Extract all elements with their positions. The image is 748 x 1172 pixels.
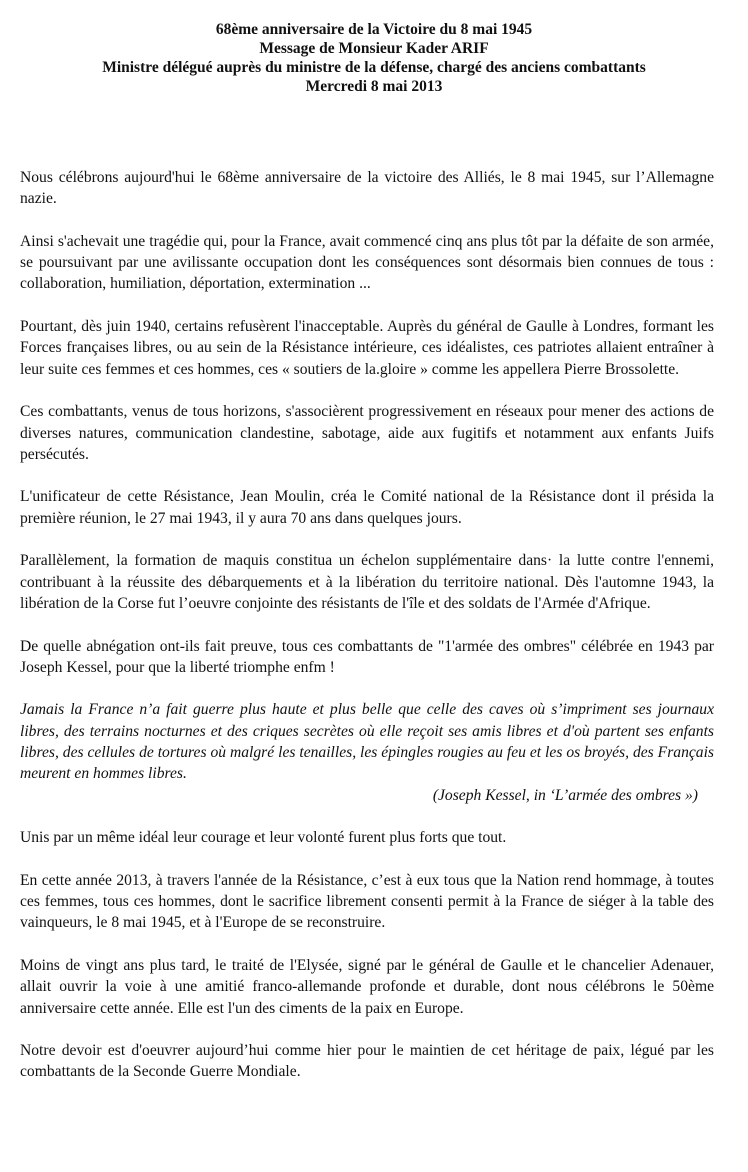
paragraph: Nous célébrons aujourd'hui le 68ème anniversaire de la victoire des Alliés, le 8 mai 1945, sur l’Allemagne nazie.	[20, 169, 714, 208]
document-header	[20, 20, 728, 96]
paragraph: En cette année 2013, à travers l'année de la Résistance, c’est à eux tous que la Nation rend hommage, à toutes ces femmes, tous ces hommes, dont le sacrifice librement consenti permit à la France de siéger à la table des vainqueurs, le 8 mai 1945, et à l'Europe de se reconstruire.	[20, 871, 714, 932]
header-author-role: Ministre délégué auprès du ministre de la défense, chargé des anciens combattants	[102, 59, 646, 76]
header-message-author: Message de Monsieur Kader ARIF	[259, 40, 489, 57]
header-date: Mercredi 8 mai 2013	[305, 78, 443, 95]
paragraph: L'unificateur de cette Résistance, Jean Moulin, créa le Comité national de la Résistance dont il présida la première réunion, le 27 mai 1943, il y aura 70 ans dans quelques jours.	[20, 488, 714, 527]
paragraph: Unis par un même idéal leur courage et leur volonté furent plus forts que tout.	[20, 829, 507, 847]
paragraph: Ainsi s'achevait une tragédie qui, pour la France, avait commencé cinq ans plus tôt par la défaite de son armée, se poursuivant par une avilissante occupation dont les conséquences sont désormais bien connues de tous : collaboration, humiliation, déportation, extermination ...	[20, 232, 714, 293]
paragraph: Pourtant, dès juin 1940, certains refusèrent l'inacceptable. Auprès du général de Gaulle à Londres, formant les Forces françaises libres, ou au sein de la Résistance intérieure, ces idéalistes, ces patriotes allaient entraîner à leur suite ces femmes et ces hommes, ces « soutiers de la.gloire » comme les appellera Pierre Brossolette.	[20, 318, 714, 378]
paragraph: Notre devoir est d'oeuvrer aujourd’hui comme hier pour le maintien de cet héritage de paix, légué par les combattants de la Seconde Guerre Mondiale.	[20, 1042, 714, 1081]
kessel-quote: Jamais la France n’a fait guerre plus haute et plus belle que celle des caves où s’impriment ses journaux libres, des terrains nocturnes et des criques secrètes où elle reçoit ses amis libres et d'où partent ses enfants libres, des cellules de tortures où malgré les tenailles, les épingles rougies au feu et les os broyés, des Français meurent en hommes libres.	[20, 701, 714, 783]
document-body	[20, 167, 714, 1083]
paragraph: Parallèlement, la formation de maquis constitua un échelon supplémentaire dans· la lutte contre l'ennemi, contribuant à la réussite des débarquements et à la libération du territoire national. Dès l'automne 1943, la libération de la Corse fut l’oeuvre conjointe des résistants de l'île et des soldats de l'Armée d'Afrique.	[20, 552, 714, 612]
header-title: 68ème anniversaire de la Victoire du 8 mai 1945	[215, 21, 533, 38]
paragraph: Ces combattants, venus de tous horizons, s'associèrent progressivement en réseaux pour mener des actions de diverses natures, communication clandestine, sabotage, aide aux fugitifs et notamment aux enfants Juifs persécutés.	[20, 403, 714, 463]
paragraph: De quelle abnégation ont-ils fait preuve, tous ces combattants de "1'armée des ombres" célébrée en 1943 par Joseph Kessel, pour que la liberté triomphe enfm !	[20, 637, 714, 676]
quote-attribution: (Joseph Kessel, in ‘L’armée des ombres »)	[432, 786, 698, 804]
paragraph: Moins de vingt ans plus tard, le traité de l'Elysée, signé par le général de Gaulle et le chancelier Adenauer, allait ouvrir la voie à une amitié franco-allemande profonde et durable, dont nous célébrons le 50ème anniversaire cette année. Elle est l'un des ciments de la paix en Europe.	[20, 956, 714, 1017]
